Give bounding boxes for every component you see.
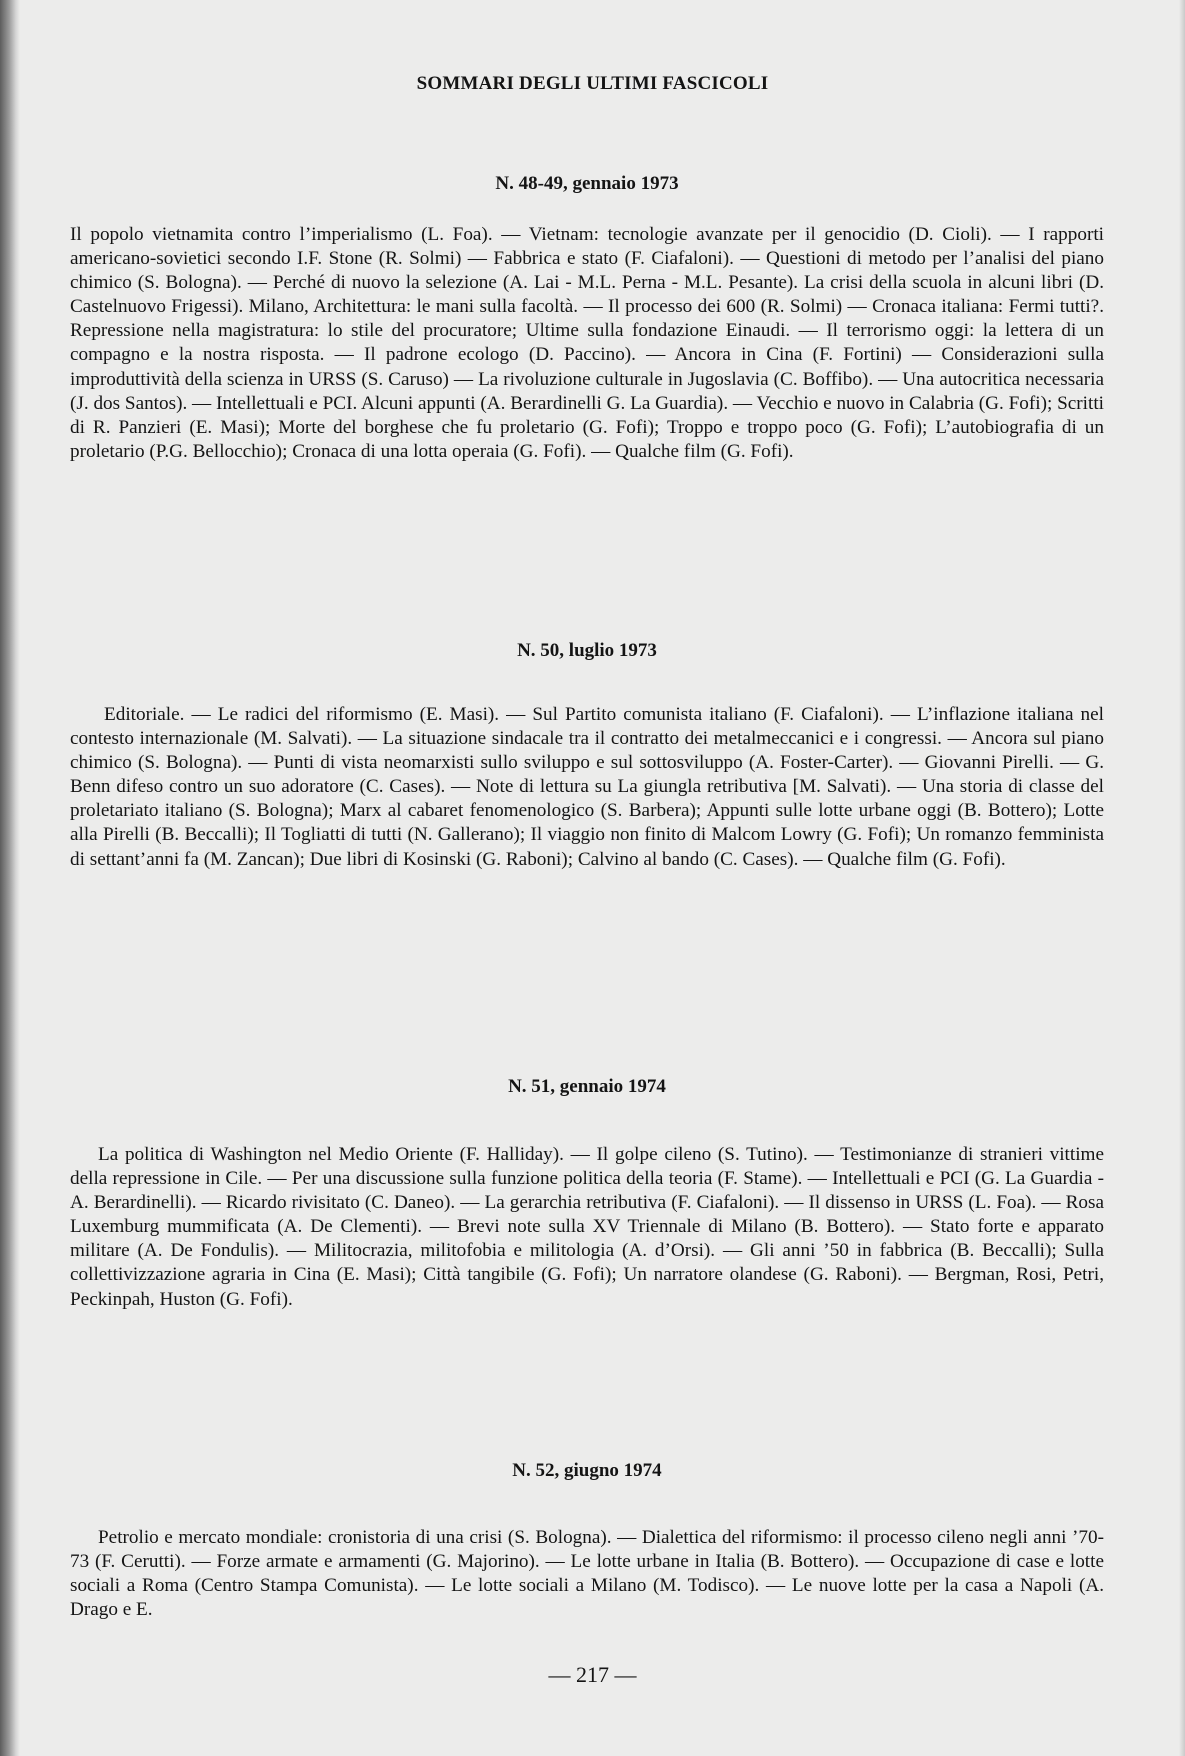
issue-summary: La politica di Washington nel Medio Oriente (F. Halliday). — Il golpe cileno (S. Tutino). — Testimonianze di stranieri vittime della repressione in Cile. — Per una discussione sulla funzione politica della teoria (F. Stame). — Intellettuali e PCI (G. La Guardia - A. Berardinelli). — Ricardo rivisitato (C. Daneo). — La gerarchia retributiva (F. Ciafaloni). — Il dissenso in URSS (L. Foa). — Rosa Luxemburg mummificata (A. De Clementi). — Brevi note sulla XV Triennale di Milano (B. Bottero). — Stato forte e apparato militare (A. De Fondulis). — Militocrazia, militofobia e militologia (A. d’Orsi). — Gli anni ’50 in fabbrica (B. Beccalli); Sulla collettivizzazione agraria in Cina (E. Masi); Città tangibile (G. Fofi); Un narratore olandese (G. Raboni). — Bergman, Rosi, Petri, Peckinpah, Huston (G. Fofi). [70,1144,1104,1310]
issue-heading: N. 51, gennaio 1974 [508,1076,666,1097]
page-number: — 217 — [548,1662,637,1687]
issue-52 [70,1460,1104,1622]
binding-shadow [0,0,20,1756]
issue-summary: Petrolio e mercato mondiale: cronistoria di una crisi (S. Bologna). — Dialettica del riformismo: il processo cileno negli anni ’70-73 (F. Cerutti). — Forze armate e armamenti (G. Majorino). — Le lotte urbane in Italia (B. Bottero). — Occupazione di case e lotte sociali a Roma (Centro Stampa Comunista). — Le lotte sociali a Milano (M. Todisco). — Le nuove lotte per la casa a Napoli (A. Drago e E. [70,1527,1104,1621]
issue-51 [70,1076,1104,1312]
issue-heading: N. 48-49, gennaio 1973 [495,173,679,194]
issue-summary: Il popolo vietnamita contro l’imperialismo (L. Foa). — Vietnam: tecnologie avanzate per il genocidio (D. Cioli). — I rapporti americano-sovietici secondo I.F. Stone (R. Solmi) — Fabbrica e stato (F. Ciafaloni). — Questioni di metodo per l’analisi del piano chimico (S. Bologna). — Perché di nuovo la selezione (A. Lai - M.L. Perna - M.L. Pesante). La crisi della scuola in alcuni libri (D. Castelnuovo Frigessi). Milano, Architettura: le mani sulla facoltà. — Il processo dei 600 (R. Solmi) — Cronaca italiana: Fermi tutti?. Repressione nella magistratura: lo stile del procuratore; Ultime sulla fondazione Einaudi. — Il terrorismo oggi: la lettera di un compagno e la nostra risposta. — Il padrone ecologo (D. Paccino). — Ancora in Cina (F. Fortini) — Considerazioni sulla improduttività della scienza in URSS (S. Caruso) — La rivoluzione culturale in Jugoslavia (C. Boffibo). — Una autocritica necessaria (J. dos Santos). — Intellettuali e PCI. Alcuni appunti (A. Berardinelli G. La Guardia). — Vecchio e nuovo in Calabria (G. Fofi); Scritti di R. Panzieri (E. Masi); Morte del borghese che fu proletario (G. Fofi); Troppo e troppo poco (G. Fofi); L’autobiografia di un proletario (P.G. Bellocchio); Cronaca di una lotta operaia (G. Fofi). — Qualche film (G. Fofi). [70,224,1104,462]
page-edge-shadow [1179,0,1185,1756]
issue-heading: N. 52, giugno 1974 [512,1460,662,1481]
issue-heading: N. 50, luglio 1973 [517,640,657,661]
issue-48-49 [70,173,1104,464]
issue-summary: Editoriale. — Le radici del riformismo (E. Masi). — Sul Partito comunista italiano (F. Ciafaloni). — L’inflazione italiana nel contesto internazionale (M. Salvati). — La situazione sindacale tra il contratto dei metalmeccanici e i congressi. — Ancora sul piano chimico (S. Bologna). — Punti di vista neomarxisti sullo sviluppo e sul sottosviluppo (A. Foster-Carter). — Giovanni Pirelli. — G. Benn difeso contro un suo adoratore (C. Cases). — Note di lettura su La giungla retributiva [M. Salvati). — Una storia di classe del proletariato italiano (S. Bologna); Marx al cabaret fenomenologico (S. Barbera); Appunti sulle lotte urbane oggi (B. Bottero); Lotte alla Pirelli (B. Beccalli); Il Togliatti di tutti (N. Gallerano); Il viaggio non finito di Malcom Lowry (G. Fofi); Un romanzo femminista di settant’anni fa (M. Zancan); Due libri di Kosinski (G. Raboni); Calvino al bando (C. Cases). — Qualche film (G. Fofi). [70,704,1104,870]
issue-50 [70,640,1104,872]
running-head: SOMMARI DEGLI ULTIMI FASCICOLI [416,73,769,94]
